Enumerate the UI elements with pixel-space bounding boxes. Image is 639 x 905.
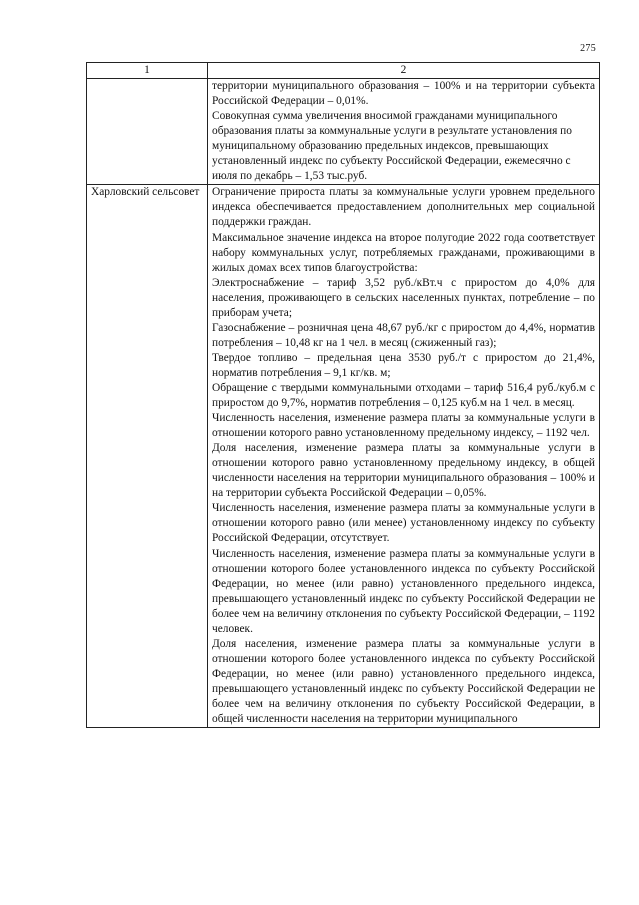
- paragraph: Доля населения, изменение размера платы за коммунальные услуги в отношении которого более установленного индекса по субъекту Российской Федерации, но менее (или равно) установленного предельного индекса, превышающего установленный индекс по субъекту Российской Федерации не более чем на величину отклонения по субъекту Российской Федерации, в общей численности населения на территории муниципального: [212, 637, 595, 726]
- municipality-cell: [87, 185, 208, 728]
- paragraph: территории муниципального образования – 100% и на территории субъекта Российской Федерации – 0,01%.: [212, 80, 595, 108]
- paragraph: Численность населения, изменение размера платы за коммунальные услуги в отношении которого равно установленному предельному индексу, – 1192 чел.: [212, 412, 595, 440]
- paragraph: Численность населения, изменение размера платы за коммунальные услуги в отношении которого более установленного индекса по субъекту Российской Федерации, но менее (или равно) установленного предельного индекса, превышающего установленный индекс по субъекту Российской Федерации не более чем на величину отклонения по субъекту Российской Федерации, – 1192 человек.: [212, 547, 595, 635]
- table-row: [87, 185, 600, 728]
- page-number: 275: [580, 43, 596, 54]
- municipality-name: Харловский сельсовет: [91, 186, 200, 199]
- column-header-1: 1: [87, 63, 208, 79]
- paragraph: Обращение с твердыми коммунальными отходами – тариф 516,4 руб./куб.м с приростом до 9,7%, норматив потребления – 0,125 куб.м на 1 чел. в месяц.: [212, 381, 595, 410]
- table-row: [87, 79, 600, 185]
- paragraph: Совокупная сумма увеличения вносимой гражданами муниципального образования платы за коммунальные услуги в результате установления по муниципальному образованию предельных индексов, превышающих установленный индекс по субъекту Российской Федерации, ежемесячно с июля по декабрь – 1,53 тыс.руб.: [212, 110, 572, 183]
- paragraph: Ограничение прироста платы за коммунальные услуги уровнем предельного индекса обеспечивается предоставлением дополнительных мер социальной поддержки граждан.: [212, 186, 595, 229]
- description-cell: [208, 79, 600, 185]
- paragraph: Газоснабжение – розничная цена 48,67 руб./кг с приростом до 4,4%, норматив потребления – 10,48 кг на 1 чел. в месяц (сжиженный газ);: [212, 321, 595, 349]
- paragraph: Электроснабжение – тариф 3,52 руб./кВт.ч с приростом до 4,0% для населения, проживающего в сельских населенных пунктах, потребление – по приборам учета;: [212, 276, 595, 319]
- paragraph: Твердое топливо – предельная цена 3530 руб./т с приростом до 21,4%, норматив потребления – 9,1 кг/кв. м;: [212, 351, 595, 379]
- paragraph: Численность населения, изменение размера платы за коммунальные услуги в отношении которого равно (или менее) установленному индексу по субъекту Российской Федерации, отсутствует.: [212, 502, 595, 545]
- municipality-cell: [87, 79, 208, 185]
- paragraph: Максимальное значение индекса на второе полугодие 2022 года соответствует набору коммунальных услуг, потребляемых гражданами, проживающими в жилых домах всех типов благоустройства:: [212, 231, 595, 274]
- description-cell: [208, 185, 600, 728]
- paragraph: Доля населения, изменение размера платы за коммунальные услуги в отношении которого равно установленному предельному индексу, в общей численности населения на территории муниципального образования – 100% и на территории субъекта Российской Федерации – 0,05%.: [212, 442, 595, 500]
- tariff-table: [86, 62, 600, 728]
- column-header-2: 2: [208, 63, 600, 79]
- table-header-row: [87, 63, 600, 79]
